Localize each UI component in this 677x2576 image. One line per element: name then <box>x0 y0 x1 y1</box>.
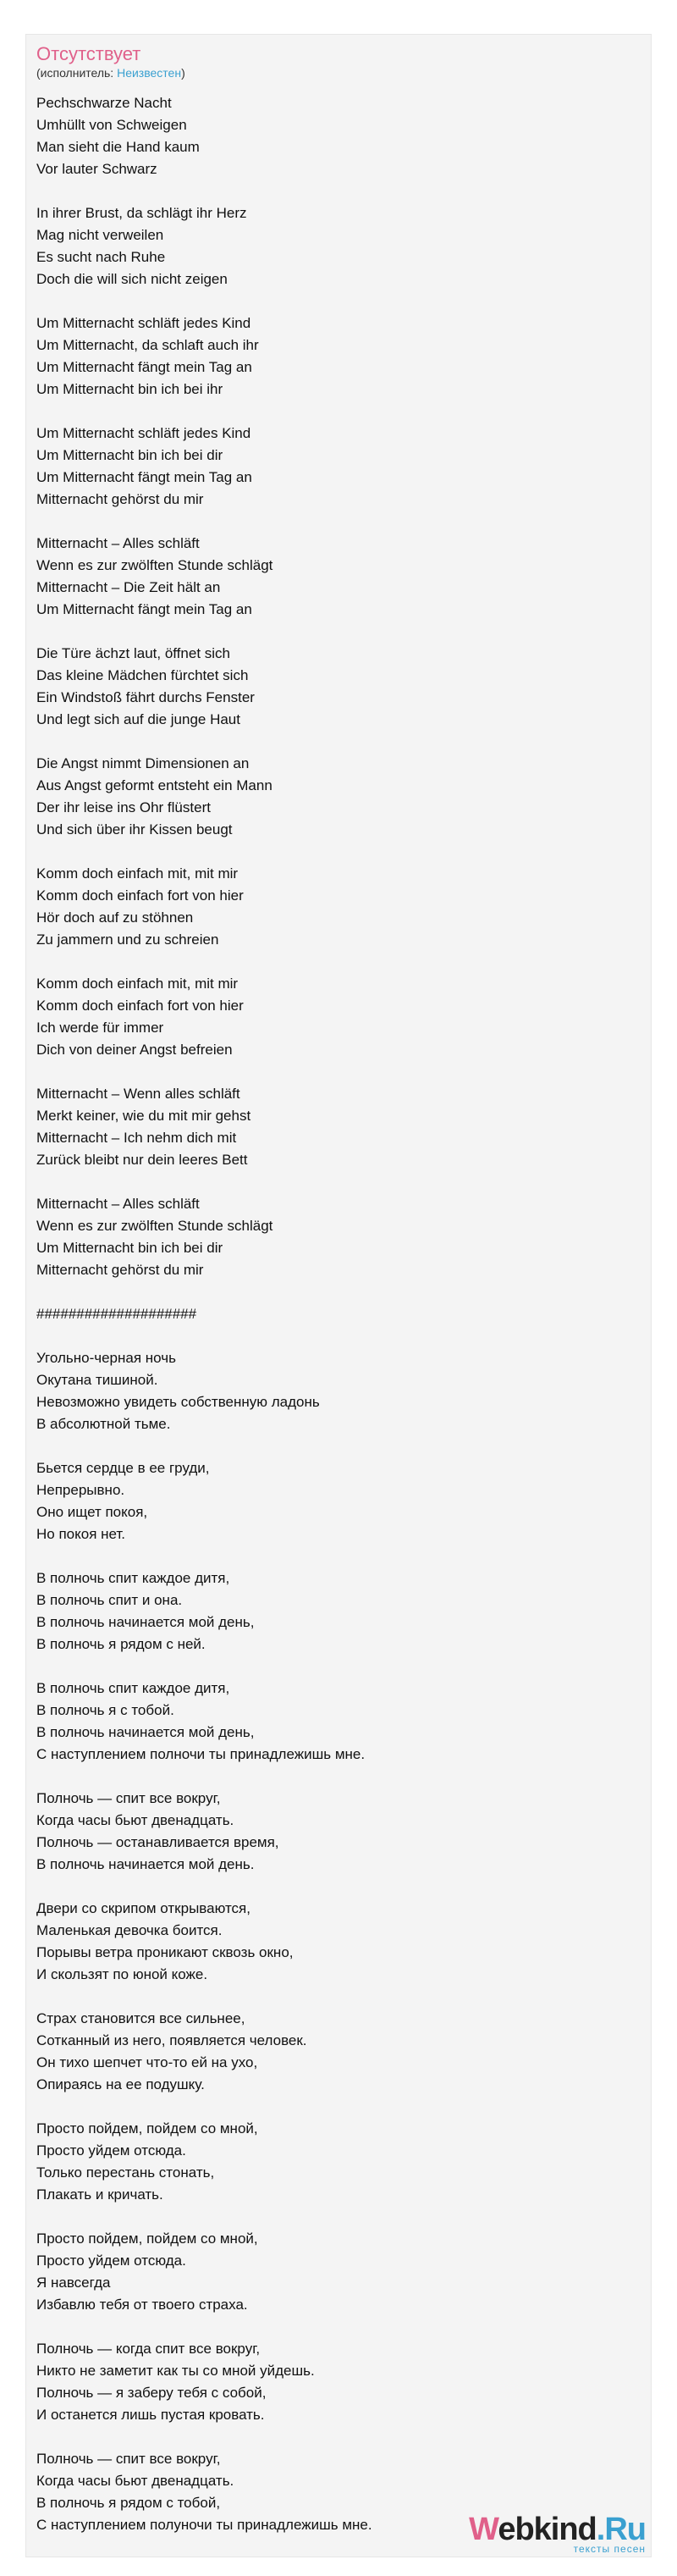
lyric-line: В абсолютной тьме. <box>36 1416 171 1432</box>
lyric-line: Die Türe ächzt laut, öffnet sich <box>36 645 230 661</box>
lyric-line: Und legt sich auf die junge Haut <box>36 711 240 727</box>
lyrics-stanza <box>36 1567 629 1656</box>
performer-line <box>36 65 185 80</box>
lyric-line: Просто пойдем, пойдем со мной, <box>36 2120 258 2137</box>
lyric-line: С наступлением полуночи ты принадлежишь мне. <box>36 2517 372 2533</box>
lyric-line: Оно ищет покоя, <box>36 1504 148 1520</box>
lyric-line: Mitternacht – Die Zeit hält an <box>36 579 221 595</box>
lyric-line: Просто уйдем отсюда. <box>36 2253 186 2269</box>
lyric-line: Просто уйдем отсюда. <box>36 2142 186 2159</box>
lyric-line: В полночь я рядом с тобой, <box>36 2495 221 2511</box>
lyrics-stanza <box>36 2228 629 2316</box>
lyric-line: Невозможно увидеть собственную ладонь <box>36 1394 320 1410</box>
lyric-line: Und sich über ihr Kissen beugt <box>36 821 233 837</box>
lyric-line: Vor lauter Schwarz <box>36 161 157 177</box>
lyrics-stanza <box>36 753 629 841</box>
lyric-line: Страх становится все сильнее, <box>36 2010 245 2026</box>
lyric-line: Merkt keiner, wie du mit mir gehst <box>36 1108 251 1124</box>
lyric-line: Die Angst nimmt Dimensionen an <box>36 755 250 771</box>
lyric-line: Избавлю тебя от твоего страха. <box>36 2297 248 2313</box>
lyric-line: Полночь — останавливается время, <box>36 1834 279 1850</box>
lyric-line: Dich von deiner Angst befreien <box>36 1042 233 1058</box>
lyric-line: Mitternacht – Ich nehm dich mit <box>36 1130 237 1146</box>
lyric-line: Бьется сердце в ее груди, <box>36 1460 210 1476</box>
lyric-line: И скользят по юной коже. <box>36 1966 208 1982</box>
lyrics-stanza <box>36 643 629 731</box>
lyrics-stanza <box>36 202 629 290</box>
lyric-line: Он тихо шепчет что-то ей на ухо, <box>36 2054 258 2070</box>
lyrics-stanza <box>36 2118 629 2206</box>
lyrics-stanza <box>36 2338 629 2426</box>
lyric-line: Mitternacht gehörst du mir <box>36 491 204 507</box>
lyrics-text <box>36 92 629 2558</box>
lyric-line: Mag nicht verweilen <box>36 227 164 243</box>
lyric-line: Um Mitternacht bin ich bei dir <box>36 447 223 463</box>
lyric-line: Hör doch auf zu stöhnen <box>36 909 194 926</box>
lyric-line: Um Mitternacht bin ich bei ihr <box>36 381 223 397</box>
lyric-line: В полночь спит каждое дитя, <box>36 1680 230 1696</box>
lyric-line: Угольно-черная ночь <box>36 1350 176 1366</box>
lyric-line: Wenn es zur zwölften Stunde schlägt <box>36 557 273 573</box>
song-title: Отсутствует <box>36 43 141 64</box>
lyric-line: В полночь спит и она. <box>36 1592 183 1608</box>
lyrics-stanza <box>36 312 629 401</box>
lyric-line: #################### <box>36 1306 197 1322</box>
lyric-line: Опираясь на ее подушку. <box>36 2076 205 2092</box>
lyric-line: Непрерывно. <box>36 1482 125 1498</box>
lyric-line: Ich werde für immer <box>36 1020 164 1036</box>
lyric-line: Но покоя нет. <box>36 1526 126 1542</box>
lyric-line: Es sucht nach Ruhe <box>36 249 166 265</box>
lyric-line: Komm doch einfach fort von hier <box>36 887 244 904</box>
lyric-line: Komm doch einfach fort von hier <box>36 998 244 1014</box>
lyric-line: Плакать и кричать. <box>36 2186 163 2203</box>
lyric-line: Komm doch einfach mit, mit mir <box>36 865 239 882</box>
lyric-line: Um Mitternacht fängt mein Tag an <box>36 601 252 617</box>
lyric-line: С наступлением полночи ты принадлежишь мне. <box>36 1746 366 1762</box>
lyrics-stanza <box>36 1457 629 1545</box>
lyrics-stanza <box>36 863 629 951</box>
lyric-line: В полночь я с тобой. <box>36 1702 174 1718</box>
lyrics-stanza <box>36 1083 629 1171</box>
lyric-line: Я навсегда <box>36 2275 111 2291</box>
performer-suffix: ) <box>181 66 185 80</box>
lyric-line: Um Mitternacht, da schlaft auch ihr <box>36 337 259 353</box>
lyric-line: Komm doch einfach mit, mit mir <box>36 976 239 992</box>
lyric-line: Doch die will sich nicht zeigen <box>36 271 228 287</box>
lyric-line: Никто не заметит как ты со мной уйдешь. <box>36 2363 315 2379</box>
lyric-line: В полночь я рядом с ней. <box>36 1636 206 1652</box>
lyrics-stanza <box>36 2008 629 2096</box>
lyrics-stanza <box>36 1347 629 1435</box>
lyric-line: Um Mitternacht fängt mein Tag an <box>36 359 252 375</box>
lyric-line: Только перестань стонать, <box>36 2164 215 2181</box>
watermark-tagline: тексты песен <box>573 2543 646 2555</box>
lyrics-page <box>25 34 652 2557</box>
lyric-line: Mitternacht gehörst du mir <box>36 1262 204 1278</box>
lyric-line: Wenn es zur zwölften Stunde schlägt <box>36 1218 273 1234</box>
performer-prefix: (исполнитель: <box>36 66 118 80</box>
lyric-line: Pechschwarze Nacht <box>36 95 172 111</box>
performer-name-link[interactable]: Неизвестен <box>117 66 182 80</box>
lyric-line: Der ihr leise ins Ohr flüstert <box>36 799 211 815</box>
lyric-line: Когда часы бьют двенадцать. <box>36 2473 234 2489</box>
watermark-logo: Webkind.Ru <box>469 2512 646 2547</box>
lyric-line: Просто пойдем, пойдем со мной, <box>36 2231 258 2247</box>
lyric-line: Das kleine Mädchen fürchtet sich <box>36 667 249 683</box>
lyrics-stanza <box>36 1788 629 1876</box>
lyrics-stanza <box>36 1898 629 1986</box>
lyric-line: Полночь — спит все вокруг, <box>36 1790 221 1806</box>
lyric-line: Um Mitternacht bin ich bei dir <box>36 1240 223 1256</box>
lyric-line: Ein Windstoß fährt durchs Fenster <box>36 689 255 705</box>
lyric-line: Zu jammern und zu schreien <box>36 931 219 948</box>
lyric-line: И останется лишь пустая кровать. <box>36 2407 265 2423</box>
lyric-line: Umhüllt von Schweigen <box>36 117 187 133</box>
lyric-line: Окутана тишиной. <box>36 1372 158 1388</box>
lyrics-stanza <box>36 533 629 621</box>
lyrics-stanza <box>36 92 629 180</box>
lyric-line: Um Mitternacht schläft jedes Kind <box>36 315 251 331</box>
lyrics-stanza <box>36 1303 629 1325</box>
lyric-line: В полночь начинается мой день. <box>36 1856 255 1872</box>
lyric-line: Man sieht die Hand kaum <box>36 139 200 155</box>
lyric-line: Порывы ветра проникают сквозь окно, <box>36 1944 294 1960</box>
lyric-line: In ihrer Brust, da schlägt ihr Herz <box>36 205 247 221</box>
lyric-line: Um Mitternacht fängt mein Tag an <box>36 469 252 485</box>
lyric-line: Mitternacht – Alles schläft <box>36 535 200 551</box>
lyrics-stanza <box>36 1678 629 1766</box>
lyric-line: Двери со скрипом открываются, <box>36 1900 250 1916</box>
site-watermark <box>469 2512 646 2555</box>
lyric-line: Mitternacht – Wenn alles schläft <box>36 1086 240 1102</box>
lyric-line: В полночь начинается мой день, <box>36 1614 255 1630</box>
lyric-line: В полночь спит каждое дитя, <box>36 1570 230 1586</box>
lyric-line: Mitternacht – Alles schläft <box>36 1196 200 1212</box>
lyrics-stanza <box>36 423 629 511</box>
lyric-line: Полночь — я заберу тебя с собой, <box>36 2385 267 2401</box>
lyrics-stanza <box>36 1193 629 1281</box>
lyric-line: Сотканный из него, появляется человек. <box>36 2032 307 2048</box>
lyric-line: Полночь — спит все вокруг, <box>36 2451 221 2467</box>
lyric-line: Aus Angst geformt entsteht ein Mann <box>36 777 272 793</box>
lyric-line: Когда часы бьют двенадцать. <box>36 1812 234 1828</box>
lyric-line: Маленькая девочка боится. <box>36 1922 223 1938</box>
lyric-line: В полночь начинается мой день, <box>36 1724 255 1740</box>
lyrics-stanza <box>36 973 629 1061</box>
lyric-line: Um Mitternacht schläft jedes Kind <box>36 425 251 441</box>
lyric-line: Zurück bleibt nur dein leeres Bett <box>36 1152 248 1168</box>
lyric-line: Полночь — когда спит все вокруг, <box>36 2341 261 2357</box>
